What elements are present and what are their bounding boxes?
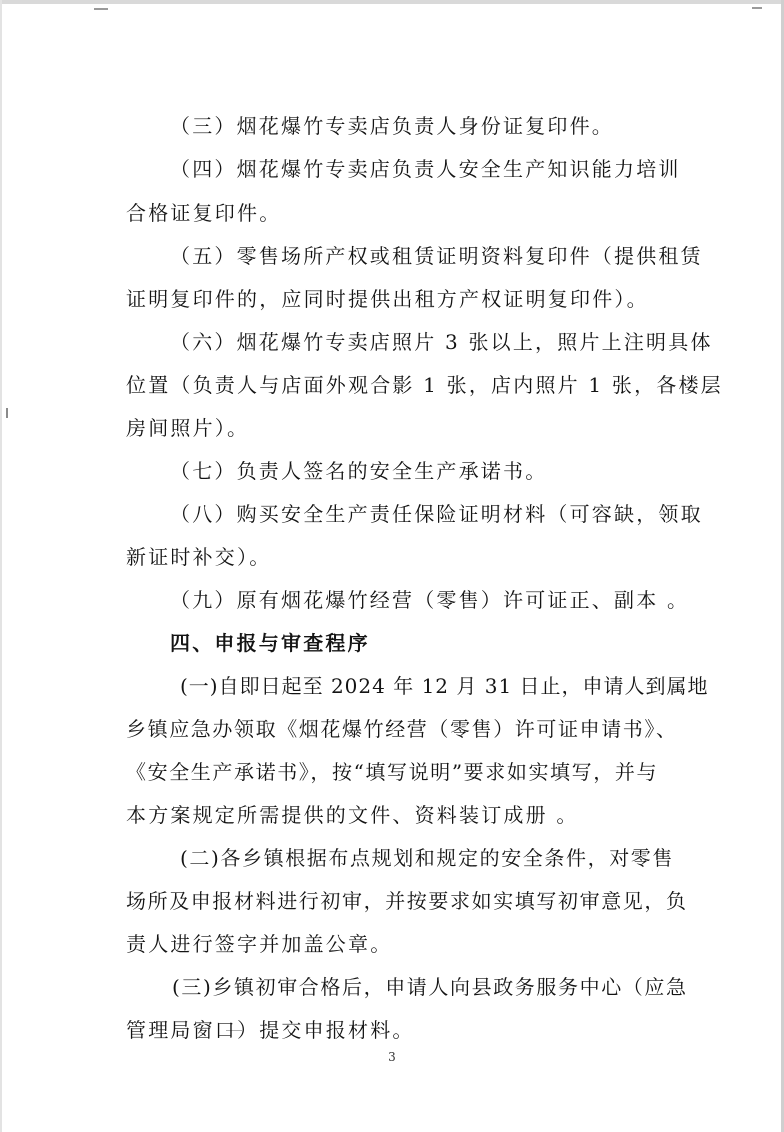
- step-1-line-3: 《安全生产承诺书》，按“填写说明”要求如实填写，并与: [126, 760, 659, 784]
- step-2-line-2: 场所及申报材料进行初审，并按要求如实填写初审意见，负: [126, 889, 688, 913]
- step-2-line-1: (二)各乡镇根据布点规划和规定的安全条件，对零售: [180, 846, 675, 870]
- step-3-line-2: 管理局窗口）提交申报材料。: [126, 1018, 415, 1042]
- scan-mark: [752, 7, 762, 9]
- step-1-line-4: 本方案规定所需提供的文件、资料装订成册 。: [126, 803, 579, 827]
- scan-border-left: [0, 0, 2, 1132]
- item-4-line-1: （四）烟花爆竹专卖店负责人安全生产知识能力培训: [170, 157, 681, 181]
- step-3-line-1: (三)乡镇初审合格后，申请人向县政务服务中心（应急: [172, 975, 688, 999]
- page-number: 3: [388, 1050, 396, 1064]
- item-8-line-2: 新证时补交）。: [126, 545, 272, 569]
- step-1-line-1: (一)自即日起至 2024 年 12 月 31 日止，申请人到属地: [180, 674, 709, 698]
- step-2-line-3: 责人进行签字并加盖公章。: [126, 932, 393, 956]
- item-6-line-1: （六）烟花爆竹专卖店照片 3 张以上，照片上注明具体: [170, 330, 713, 354]
- item-6-line-3: 房间照片）。: [126, 416, 250, 440]
- scan-mark: [94, 8, 108, 10]
- scan-mark: [6, 408, 8, 418]
- item-5-line-2: 证明复印件的，应同时提供出租方产权证明复印件）。: [126, 287, 649, 311]
- item-5-line-1: （五）零售场所产权或租赁证明资料复印件（提供租赁: [170, 244, 703, 268]
- item-6-line-2: 位置（负责人与店面外观合影 1 张，店内照片 1 张，各楼层: [126, 373, 723, 397]
- item-8-line-1: （八）购买安全生产责任保险证明材料（可容缺，领取: [170, 502, 703, 526]
- item-3-line: （三）烟花爆竹专卖店负责人身份证复印件。: [170, 114, 614, 138]
- item-4-line-2: 合格证复印件。: [126, 201, 282, 225]
- item-7-line: （七）负责人签名的安全生产承诺书。: [170, 459, 548, 483]
- scan-border-top: [0, 0, 784, 4]
- step-1-line-2: 乡镇应急办领取《烟花爆竹经营（零售）许可证申请书》、: [126, 717, 678, 741]
- item-9-line: （九）原有烟花爆竹经营（零售）许可证正、副本 。: [170, 588, 690, 612]
- section-heading: 四、申报与审查程序: [170, 631, 370, 655]
